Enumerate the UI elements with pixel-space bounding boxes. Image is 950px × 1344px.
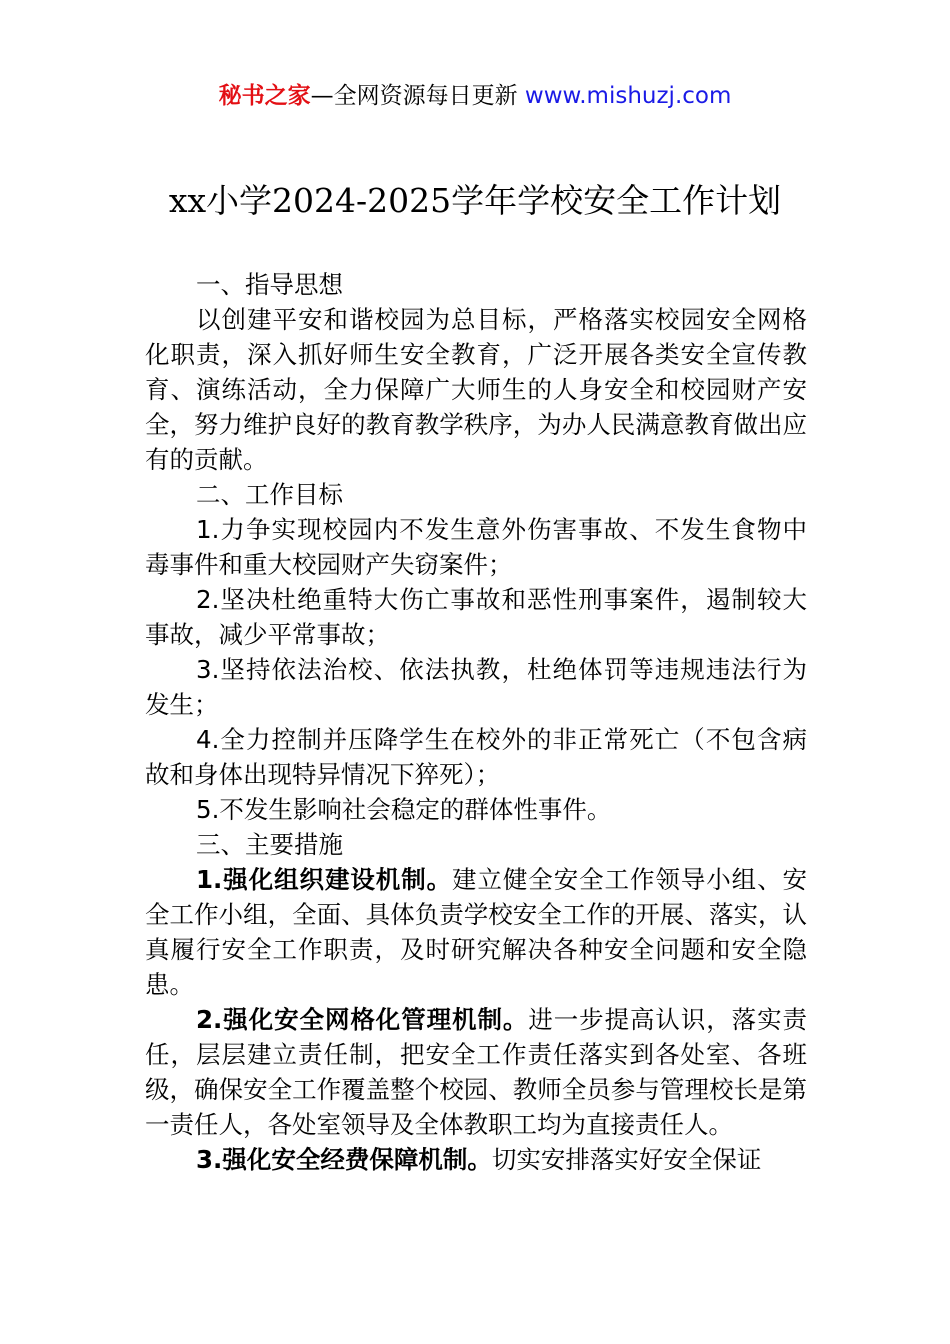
- measure-lead: 2.强化安全网格化管理机制。: [196, 1005, 529, 1034]
- measure-text: 切实安排落实好安全保证: [491, 1145, 762, 1174]
- site-header: [0, 80, 950, 112]
- measure-item: [145, 1002, 807, 1142]
- measure-item: [145, 1142, 807, 1177]
- goal-item: 3.坚持依法治校、依法执教，杜绝体罚等违规违法行为发生；: [145, 655, 807, 719]
- goal-item: 4.全力控制并压降学生在校外的非正常死亡（不包含病故和身体出现特异情况下猝死）；: [145, 725, 807, 789]
- document-title: xx小学2024-2025学年学校安全工作计划: [168, 181, 782, 220]
- goal-item: 1.力争实现校园内不发生意外伤害事故、不发生食物中毒事件和重大校园财产失窃案件；: [145, 515, 807, 579]
- measure-lead: 3.强化安全经费保障机制。: [196, 1145, 492, 1174]
- measure-text: 建立健全安全工作领导小组、安全工作小组，全面、具体负责学校安全工作的开展、落实，认真履行安全工作职责，及时研究解决各种安全问题和安全隐患。: [145, 865, 807, 999]
- goal-item: 2.坚决杜绝重特大伤亡事故和恶性刑事案件，遏制较大事故，减少平常事故；: [145, 585, 807, 649]
- section-heading-guiding-ideology: 一、指导思想: [196, 270, 343, 299]
- body-paragraph: 以创建平安和谐校园为总目标，严格落实校园安全网格化职责，深入抓好师生安全教育，广泛开展各类安全宣传教育、演练活动，全力保障广大师生的人身安全和校园财产安全，努力维护良好的教育教学秩序，为办人民满意教育做出应有的贡献。: [145, 305, 807, 474]
- document-body: [145, 267, 807, 1177]
- section-heading-work-goals: 二、工作目标: [196, 480, 343, 509]
- site-url-link[interactable]: www.mishuzj.com: [524, 83, 732, 109]
- measure-text: 进一步提高认识，落实责任，层层建立责任制，把安全工作责任落实到各处室、各班级，确保安全工作覆盖整个校园、教师全员参与管理校长是第一责任人，各处室领导及全体教职工均为直接责任人。: [145, 1005, 808, 1139]
- section-heading-main-measures: 三、主要措施: [196, 830, 343, 859]
- goal-item: 5.不发生影响社会稳定的群体性事件。: [196, 795, 612, 824]
- header-slogan: —全网资源每日更新: [310, 83, 518, 109]
- brand-name: 秘书之家: [218, 83, 311, 109]
- measure-item: [145, 862, 807, 1002]
- measure-lead: 1.强化组织建设机制。: [196, 865, 453, 894]
